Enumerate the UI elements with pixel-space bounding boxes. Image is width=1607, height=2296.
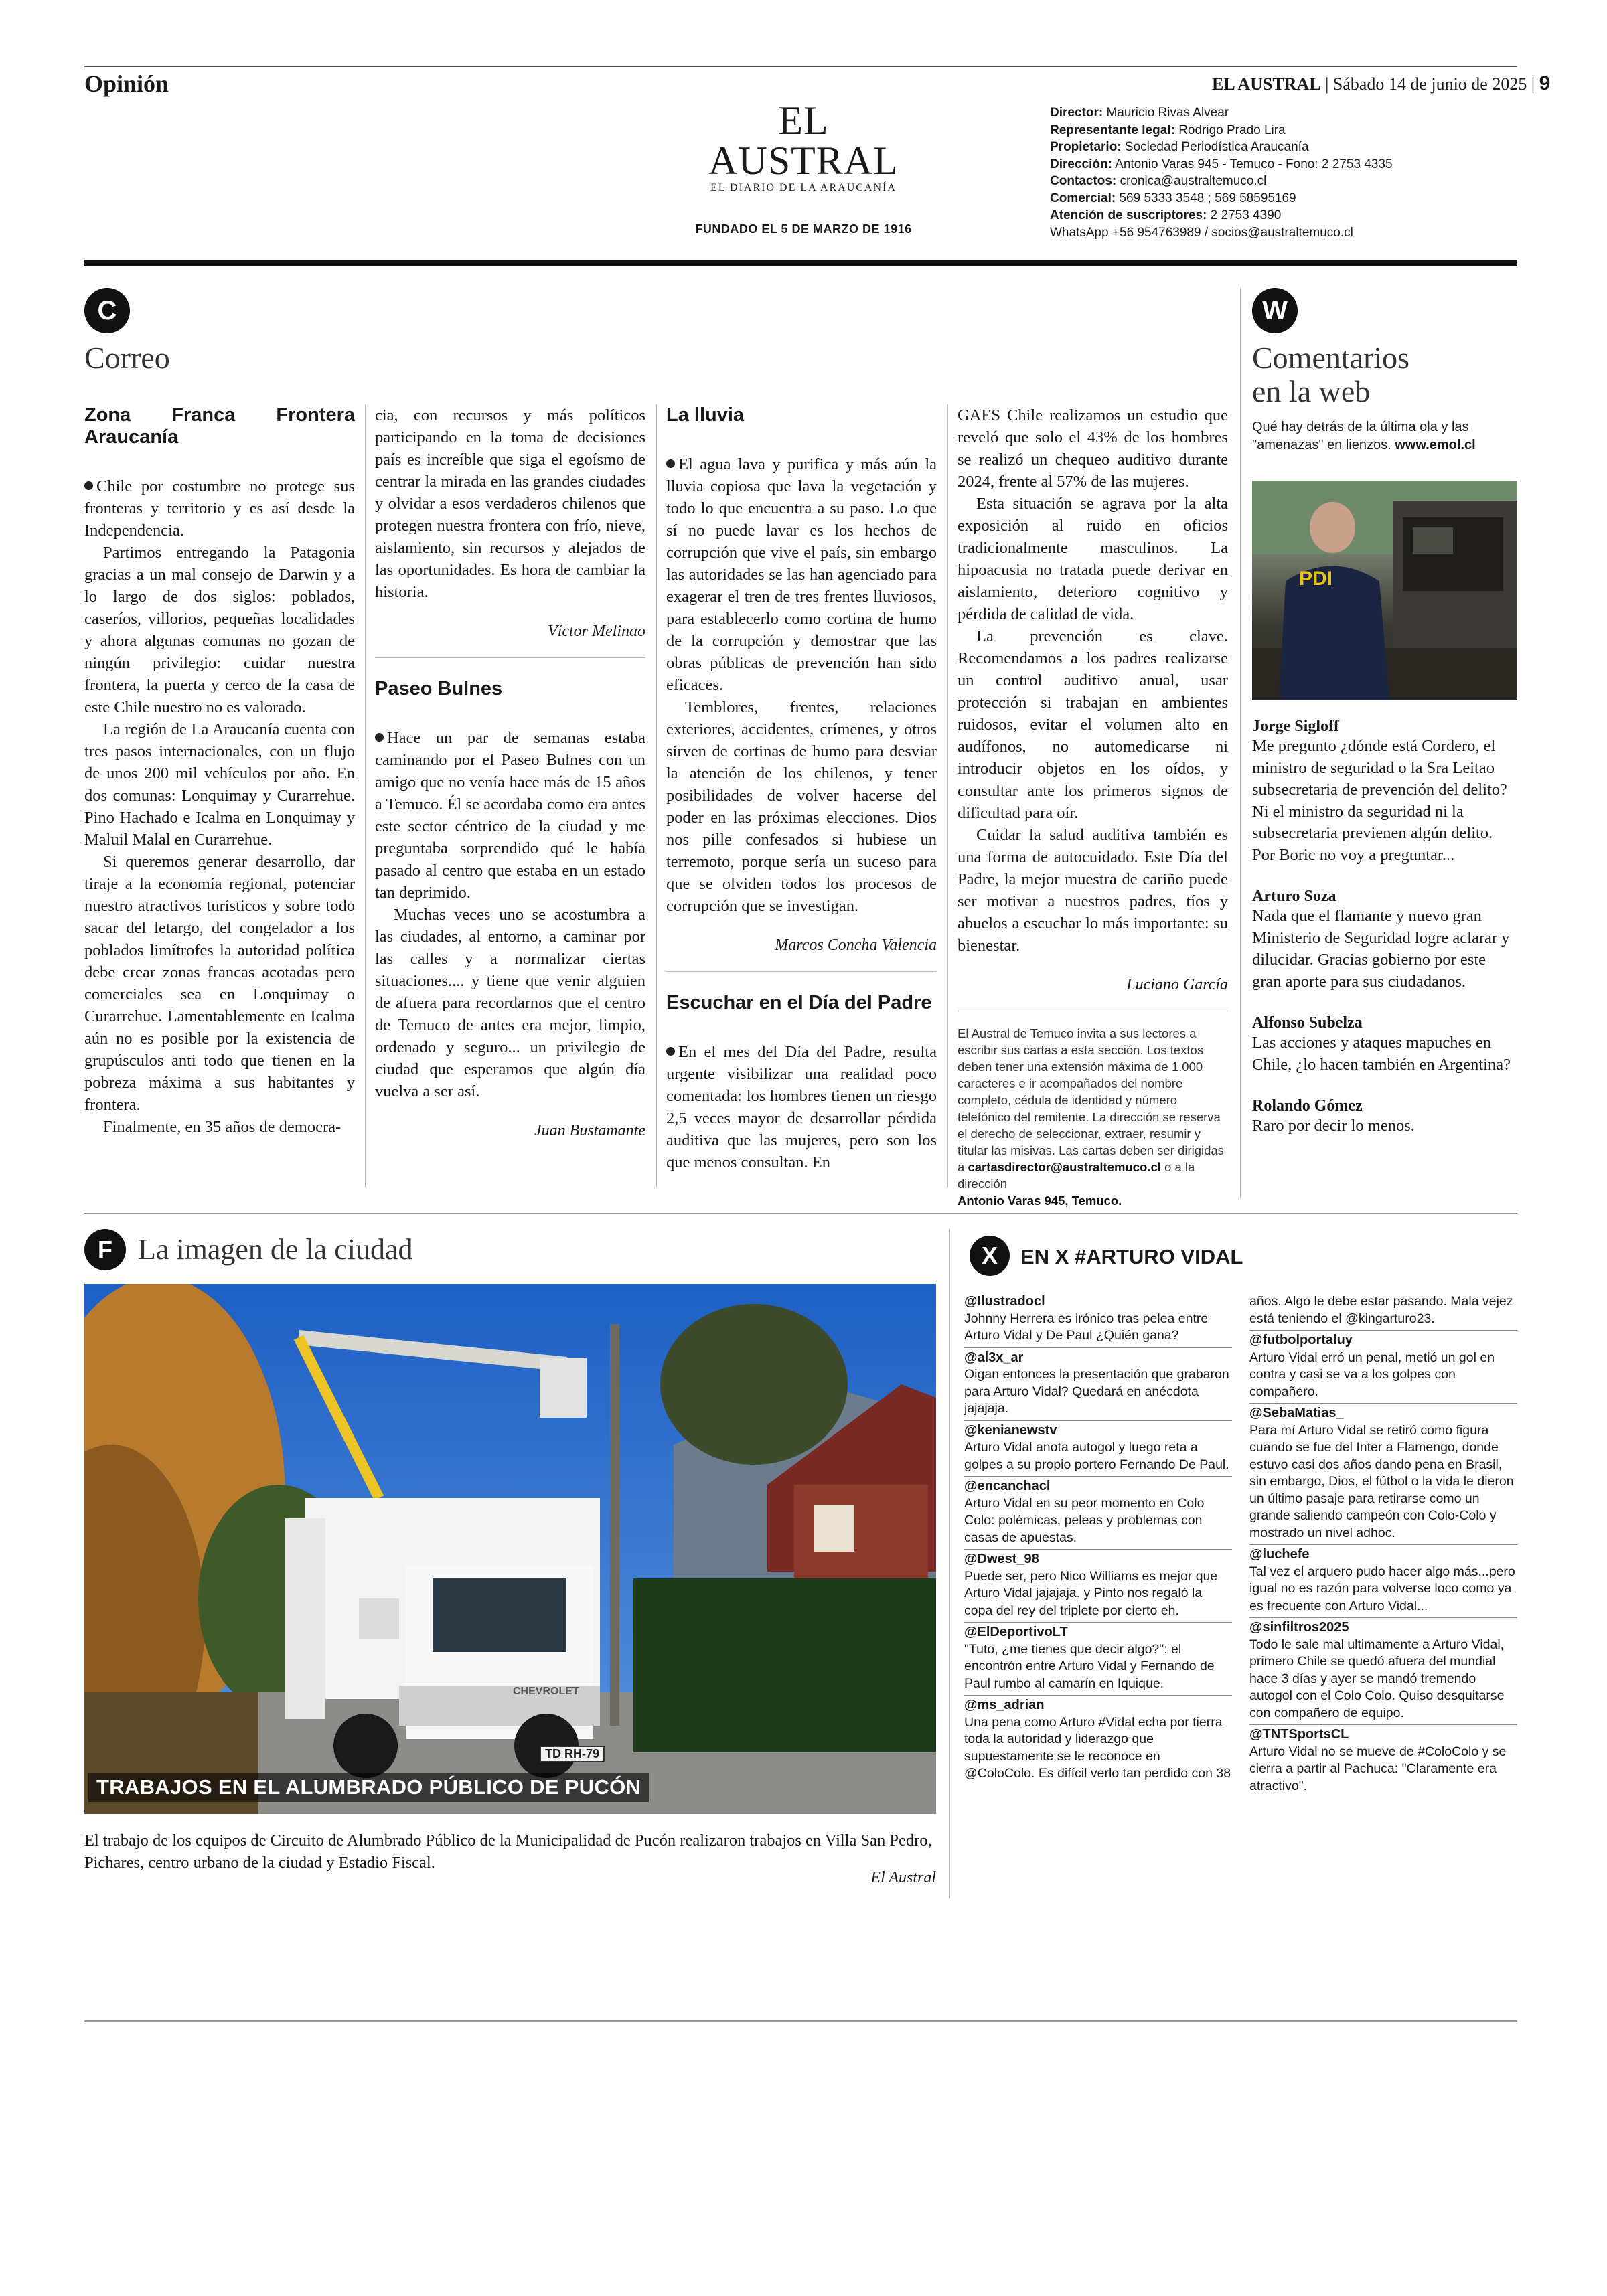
city-icon: F xyxy=(84,1229,126,1270)
x-post xyxy=(1249,1292,1517,1331)
correo-column-2 xyxy=(375,404,645,1142)
letter-paragraph: La región de La Araucanía cuenta con tres pasos internacionales, con un flujo de unos 200 mil vehículos por año. En dos comunas: Lonquimay y Curarrehue. Pino Hachado e Icalma en Lonquimay y Maluil Malal en Curarrehue. xyxy=(84,720,355,849)
section-name: Opinión xyxy=(84,70,169,97)
comment-text: Me pregunto ¿dónde está Cordero, el ministro de seguridad o la Sra Leitao subsecretaria de prevención del delito? Ni el ministro da seguridad ni la subsecretaria previenen algún delito. Por Boric no voy a preguntar... xyxy=(1252,737,1507,864)
x-post xyxy=(1249,1331,1517,1404)
x-post-text: Arturo Vidal en su peor momento en Colo Colo: polémicas, peleas y problemas con casas de apuestas. xyxy=(964,1495,1205,1545)
web-comments xyxy=(1252,718,1517,1137)
x-post-text: Una pena como Arturo #Vidal echa por tierra toda la autoridad y liderazgo que supuestamente se le reconoce en @ColoColo. Es difícil verlo tan perdido con 38 xyxy=(964,1714,1231,1781)
x-handle[interactable]: @luchefe xyxy=(1249,1547,1310,1562)
x-column-1 xyxy=(964,1292,1232,1783)
web-intro: Qué hay detrás de la última ola y las "amenazas" en lienzos. www.emol.cl xyxy=(1252,420,1476,453)
x-post-text: Para mí Arturo Vidal se retiró como figura cuando se fue del Inter a Flamengo, donde estuvo casi dos años dando pena en Brasil, sin embargo, Dios, el fútbol o la vida le dieron un último pasaje para retirarse como un grande saliendo campeón con Colo-Colo y mostrado un nivel adhoc. xyxy=(1249,1422,1514,1540)
staff-line: Comercial: 569 5333 3548 ; 569 58595169 xyxy=(1050,191,1296,206)
letter-divider xyxy=(375,657,645,658)
masthead-tagline: EL DIARIO DE LA ARAUCANÍA xyxy=(710,182,897,193)
x-post xyxy=(964,1421,1232,1477)
staff-line: Director: Mauricio Rivas Alvear xyxy=(1050,106,1229,120)
city-photo-caption: TRABAJOS EN EL ALUMBRADO PÚBLICO DE PUCÓN xyxy=(88,1773,649,1802)
x-post-text: Arturo Vidal erró un penal, metió un gol en contra y casi se va a los golpes con compañero. xyxy=(1249,1349,1495,1399)
letter-paragraph: La prevención es clave. Recomendamos a los padres realizarse un control auditivo anual, usar protección si trabajan en ambientes ruidosos, evitar el volumen alto en audífonos, no automedicarse ni introducir objetos en los oídos, y consultar ante los primeros signos de dificultad para oír. xyxy=(958,627,1228,822)
date-line xyxy=(1212,72,1551,95)
x-post xyxy=(1249,1404,1517,1545)
city-text: El trabajo de los equipos de Circuito de Alumbrado Público de la Municipalidad de Pucón realizaron trabajos en Villa San Pedro, Pichares, centro urbano de la ciudad y Estadio Fiscal. xyxy=(84,1831,932,1872)
page-number: 9 xyxy=(1539,72,1551,94)
letter-headline: Zona Franca Frontera Araucanía xyxy=(84,404,355,448)
correo-title: Correo xyxy=(84,341,170,375)
header-thick-rule xyxy=(84,260,1517,266)
x-handle[interactable]: @sinfiltros2025 xyxy=(1249,1620,1349,1635)
letters-address: Antonio Varas 945, Temuco. xyxy=(958,1194,1122,1208)
letter-signature: Marcos Concha Valencia xyxy=(775,936,937,954)
letter-paragraph: En el mes del Día del Padre, resulta urgente visibilizar una realidad poco comentada: los hombres tienen un riesgo 2,5 veces mayor de desarrollar pérdida auditiva que las mujeres, pero son los que menos consultan. En xyxy=(666,1043,937,1171)
letter-paragraph: Cuidar la salud auditiva también es una forma de autocuidado. Este Día del Padre, la mejor muestra de cariño puede ser motivar a nuestros padres, tíos y abuelos a escuchar lo más importante: su bienestar. xyxy=(958,826,1228,955)
letter-headline: La lluvia xyxy=(666,404,745,426)
letter-paragraph: Muchas veces uno se acostumbra a las ciudades, al entorno, a caminar por las calles y a normalizar ciertas situaciones.... y tiene que venir alguien de afuera para recordarnos que el centro de Temuco de antes era mejor, limpio, ordenado y seguro... un privilegio de ciudad que esperamos que algún día vuelva a ser así. xyxy=(375,906,645,1100)
police-photo xyxy=(1252,481,1517,700)
bullet-icon xyxy=(84,481,93,490)
staff-line: Representante legal: Rodrigo Prado Lira xyxy=(1050,122,1286,137)
top-rule xyxy=(84,66,1517,67)
correo-column-3 xyxy=(666,404,937,1173)
x-handle[interactable]: @TNTSportsCL xyxy=(1249,1727,1349,1742)
masthead-logo: EL AUSTRAL xyxy=(708,98,899,183)
correo-icon: C xyxy=(84,288,130,333)
staff-line: Contactos: cronica@australtemuco.cl xyxy=(1050,174,1267,188)
truck-plate: TD RH-79 xyxy=(540,1746,605,1762)
letter-signature: Luciano García xyxy=(1126,976,1228,993)
x-post xyxy=(964,1696,1232,1783)
x-post xyxy=(964,1292,1232,1348)
x-handle[interactable]: @Ilustradocl xyxy=(964,1294,1045,1309)
x-title: EN X #ARTURO VIDAL xyxy=(1020,1245,1243,1268)
x-post-text: Johnny Herrera es irónico tras pelea entre Arturo Vidal y De Paul ¿Quién gana? xyxy=(964,1311,1209,1343)
comment-author: Rolando Gómez xyxy=(1252,1097,1363,1115)
x-post xyxy=(964,1623,1232,1696)
x-handle[interactable]: @al3x_ar xyxy=(964,1349,1024,1365)
column-divider xyxy=(365,404,366,1187)
city-title: La imagen de la ciudad xyxy=(138,1233,413,1266)
letter-headline: Paseo Bulnes xyxy=(375,678,503,700)
web-icon: W xyxy=(1252,288,1298,333)
date-brand: EL AUSTRAL xyxy=(1212,74,1321,94)
x-post xyxy=(964,1348,1232,1421)
letters-email[interactable]: cartasdirector@australtemuco.cl xyxy=(968,1160,1161,1174)
bullet-icon xyxy=(666,459,675,468)
x-post-text: Puede ser, pero Nico Williams es mejor que Arturo Vidal jajajaja. y Pinto nos regaló la copa del rey del triplete por cierto eh. xyxy=(964,1568,1218,1618)
comment-author: Arturo Soza xyxy=(1252,888,1336,905)
x-handle[interactable]: @futbolportaluy xyxy=(1249,1333,1353,1347)
x-post-text: Arturo Vidal anota autogol y luego reta a golpes a su propio portero Fernando De Paul. xyxy=(964,1440,1229,1472)
comment-text: Nada que el flamante y nuevo gran Ministerio de Seguridad logre aclarar y dilucidar. Gracias gobierno por este gran aporte para sus ciudadanos. xyxy=(1252,907,1510,991)
x-column-2 xyxy=(1249,1292,1517,1795)
letter-signature: Juan Bustamante xyxy=(534,1122,645,1139)
x-post xyxy=(964,1477,1232,1550)
comment-text: Raro por decir lo menos. xyxy=(1252,1117,1415,1135)
correo-column-4 xyxy=(958,404,1228,1209)
letter-headline: Escuchar en el Día del Padre xyxy=(666,992,932,1013)
staff-line: Propietario: Sociedad Periodística Araucanía xyxy=(1050,140,1309,154)
bottom-rule xyxy=(84,2020,1517,2022)
letter-paragraph: Esta situación se agrava por la alta exposición al ruido en oficios tradicionalmente masculinos. La hipoacusia no tratada puede derivar en aislamiento, deterioro cognitivo y pérdida de calidad de vida. xyxy=(958,495,1228,623)
x-icon: X xyxy=(970,1236,1010,1276)
web-comment xyxy=(1252,1097,1517,1137)
letter-divider xyxy=(666,971,937,972)
masthead xyxy=(683,100,924,236)
web-intro-site[interactable]: www.emol.cl xyxy=(1395,438,1476,453)
x-post xyxy=(964,1550,1232,1623)
bullet-icon xyxy=(375,733,384,742)
x-handle[interactable]: @ms_adrian xyxy=(964,1698,1045,1712)
letter-paragraph: Hace un par de semanas estaba caminando por el Paseo Bulnes con un amigo que no venía hace más de 15 años a Temuco. Él se acordaba como era antes este sector céntrico de la ciudad y me preguntaba sorprendido qué le había pasado al centro que estaba en un estado tan deprimido. xyxy=(375,729,645,902)
letter-paragraph: Finalmente, en 35 años de democra- xyxy=(103,1118,341,1136)
x-handle[interactable]: @kenianewstv xyxy=(964,1422,1057,1438)
column-divider xyxy=(947,404,948,1187)
web-comment xyxy=(1252,718,1517,866)
x-post-text: Arturo Vidal no se mueve de #ColoColo y se cierra a partir al Pachuca: "Claramente era atractivo". xyxy=(1249,1744,1507,1793)
x-post-text: años. Algo le debe estar pasando. Mala vejez está teniendo el @kingarturo23. xyxy=(1249,1294,1513,1326)
city-photo xyxy=(84,1284,936,1814)
staff-line: WhatsApp +56 954763989 / socios@australtemuco.cl xyxy=(1050,225,1353,240)
letter-paragraph: GAES Chile realizamos un estudio que reveló que solo el 43% de los hombres se realizó un chequeo auditivo durante 2024, frente al 57% de las mujeres. xyxy=(958,406,1228,491)
date-text: | Sábado 14 de junio de 2025 | xyxy=(1325,74,1535,94)
letter-signature: Víctor Melinao xyxy=(548,623,645,640)
letter-paragraph: Temblores, frentes, relaciones exteriores, accidentes, crímenes, y otros sirven de cortinas de humo para desviar la atención de los chilenos, y tener posibilidades de volver hacerse del poder en las próximas elecciones. Dios nos pille confesados si hubiese un terremoto, porque sería un suceso para que se olviden todos los procesos de corrupción que se investigan. xyxy=(666,698,937,915)
staff-box xyxy=(1050,104,1519,241)
x-post-text: Oigan entonces la presentación que grabaron para Arturo Vidal? Quedará en anécdota jajajaja. xyxy=(964,1367,1229,1416)
letters-note: El Austral de Temuco invita a sus lectores a escribir sus cartas a esta sección. Los textos deben tener una extensión máxima de 1.000 caracteres e ir acompañados del nombre completo, cédula de identidad y número telefónico del remitente. La dirección se reserva el derecho de seleccionar, extraer, resumir y titular las misivas. Las cartas deben ser dirigidas a cartasdirector@australtemuco.cl o a la dirección Antonio Varas 945, Temuco. xyxy=(958,1026,1224,1208)
x-post xyxy=(1249,1725,1517,1795)
truck-brand: CHEVROLET xyxy=(513,1686,579,1697)
letter-paragraph: Si queremos generar desarrollo, dar tiraje a la economía regional, potenciar nuestro atractivos turísticos y sobre todo sacar del letargo, del congelador a los poblados limítrofes la autoridad política debe crear zonas francas acotadas pero comerciales sea en Lonquimay o Curarrehue. Lamentablemente en Icalma aún no es posible por la existencia de grupúsculos anti todo que tienen en la pobreza máxima a sus habitantes y frontera. xyxy=(84,853,355,1114)
x-post xyxy=(1249,1545,1517,1618)
section-rule xyxy=(84,1213,1517,1214)
correo-column-1 xyxy=(84,404,355,1138)
x-post-text: Todo le sale mal ultimamente a Arturo Vidal, primero Chile se quedó afuera del mundial hace 3 días y ayer se mandó tremendo autogol con el Colo Colo. Quiso desquitarse con compañero de equipo. xyxy=(1249,1637,1505,1720)
letter-paragraph: El agua lava y purifica y más aún la lluvia copiosa que lava la vegetación y todo lo que encuentra a su paso. Lo que sí no puede lavar es los hechos de corrupción que vive el país, sin embargo las autoridades se las han agenciado para exagerar el tren de tres frentes lluviosos, para establecerlo como cortina de humo de la corrupción y demostrar que las obras públicas de prevención han sido eficaces. xyxy=(666,455,937,694)
comment-author: Jorge Sigloff xyxy=(1252,718,1339,735)
x-handle[interactable]: @encanchacl xyxy=(964,1479,1051,1493)
x-post-text: "Tuto, ¿me tienes que decir algo?": el encontrón entre Arturo Vidal y Fernando de Paul rumbo al camarín en Iquique. xyxy=(964,1641,1215,1691)
city-credit: El Austral xyxy=(870,1869,936,1886)
staff-line: Dirección: Antonio Varas 945 - Temuco - Fono: 2 2753 4335 xyxy=(1050,157,1393,171)
bullet-icon xyxy=(666,1047,675,1056)
x-post-text: Tal vez el arquero pudo hacer algo más...pero igual no es razón para volverse loco como ya es frecuente con Arturo Vidal... xyxy=(1249,1564,1515,1613)
web-comment xyxy=(1252,1014,1517,1076)
staff-line: Atención de suscriptores: 2 2753 4390 xyxy=(1050,208,1282,222)
column-divider xyxy=(656,404,657,1187)
comment-text: Las acciones y ataques mapuches en Chile, ¿lo hacen también en Argentina? xyxy=(1252,1034,1511,1074)
masthead-founded: FUNDADO EL 5 DE MARZO DE 1916 xyxy=(695,222,912,236)
x-handle[interactable]: @Dwest_98 xyxy=(964,1552,1039,1566)
x-post xyxy=(1249,1618,1517,1725)
web-comment xyxy=(1252,888,1517,993)
web-title: Comentarios en la web xyxy=(1252,341,1410,408)
x-handle[interactable]: @ElDeportivoLT xyxy=(964,1625,1068,1639)
x-handle[interactable]: @SebaMatias_ xyxy=(1249,1406,1344,1420)
x-divider xyxy=(949,1229,950,1898)
web-divider xyxy=(1240,288,1241,1198)
letter-paragraph: cia, con recursos y más políticos participando en la toma de decisiones país es increíble que siga el egoísmo de centrar la mirada en las grandes ciudades y olvidar a esos verdaderos chilenos que protegen nuestra frontera con frío, nieve, aislamiento, sin recursos y alejados de las oportunidades. Es hora de cambiar la historia. xyxy=(375,406,645,601)
police-vest-text: PDI xyxy=(1299,568,1333,590)
letter-paragraph: Chile por costumbre no protege sus fronteras y territorio y es así desde la Independencia. xyxy=(84,477,355,540)
comment-author: Alfonso Subelza xyxy=(1252,1014,1363,1032)
letter-paragraph: Partimos entregando la Patagonia gracias a un mal consejo de Darwin y a lo largo de dos siglos: poblados, caseríos, villorios, pequeñas localidades y ahora algunas comunas no gozan de ningún privilegio: cuidar nuestra frontera, la puerta y cerco de la casa de este Chile nuestro no es valorado. xyxy=(84,544,355,716)
